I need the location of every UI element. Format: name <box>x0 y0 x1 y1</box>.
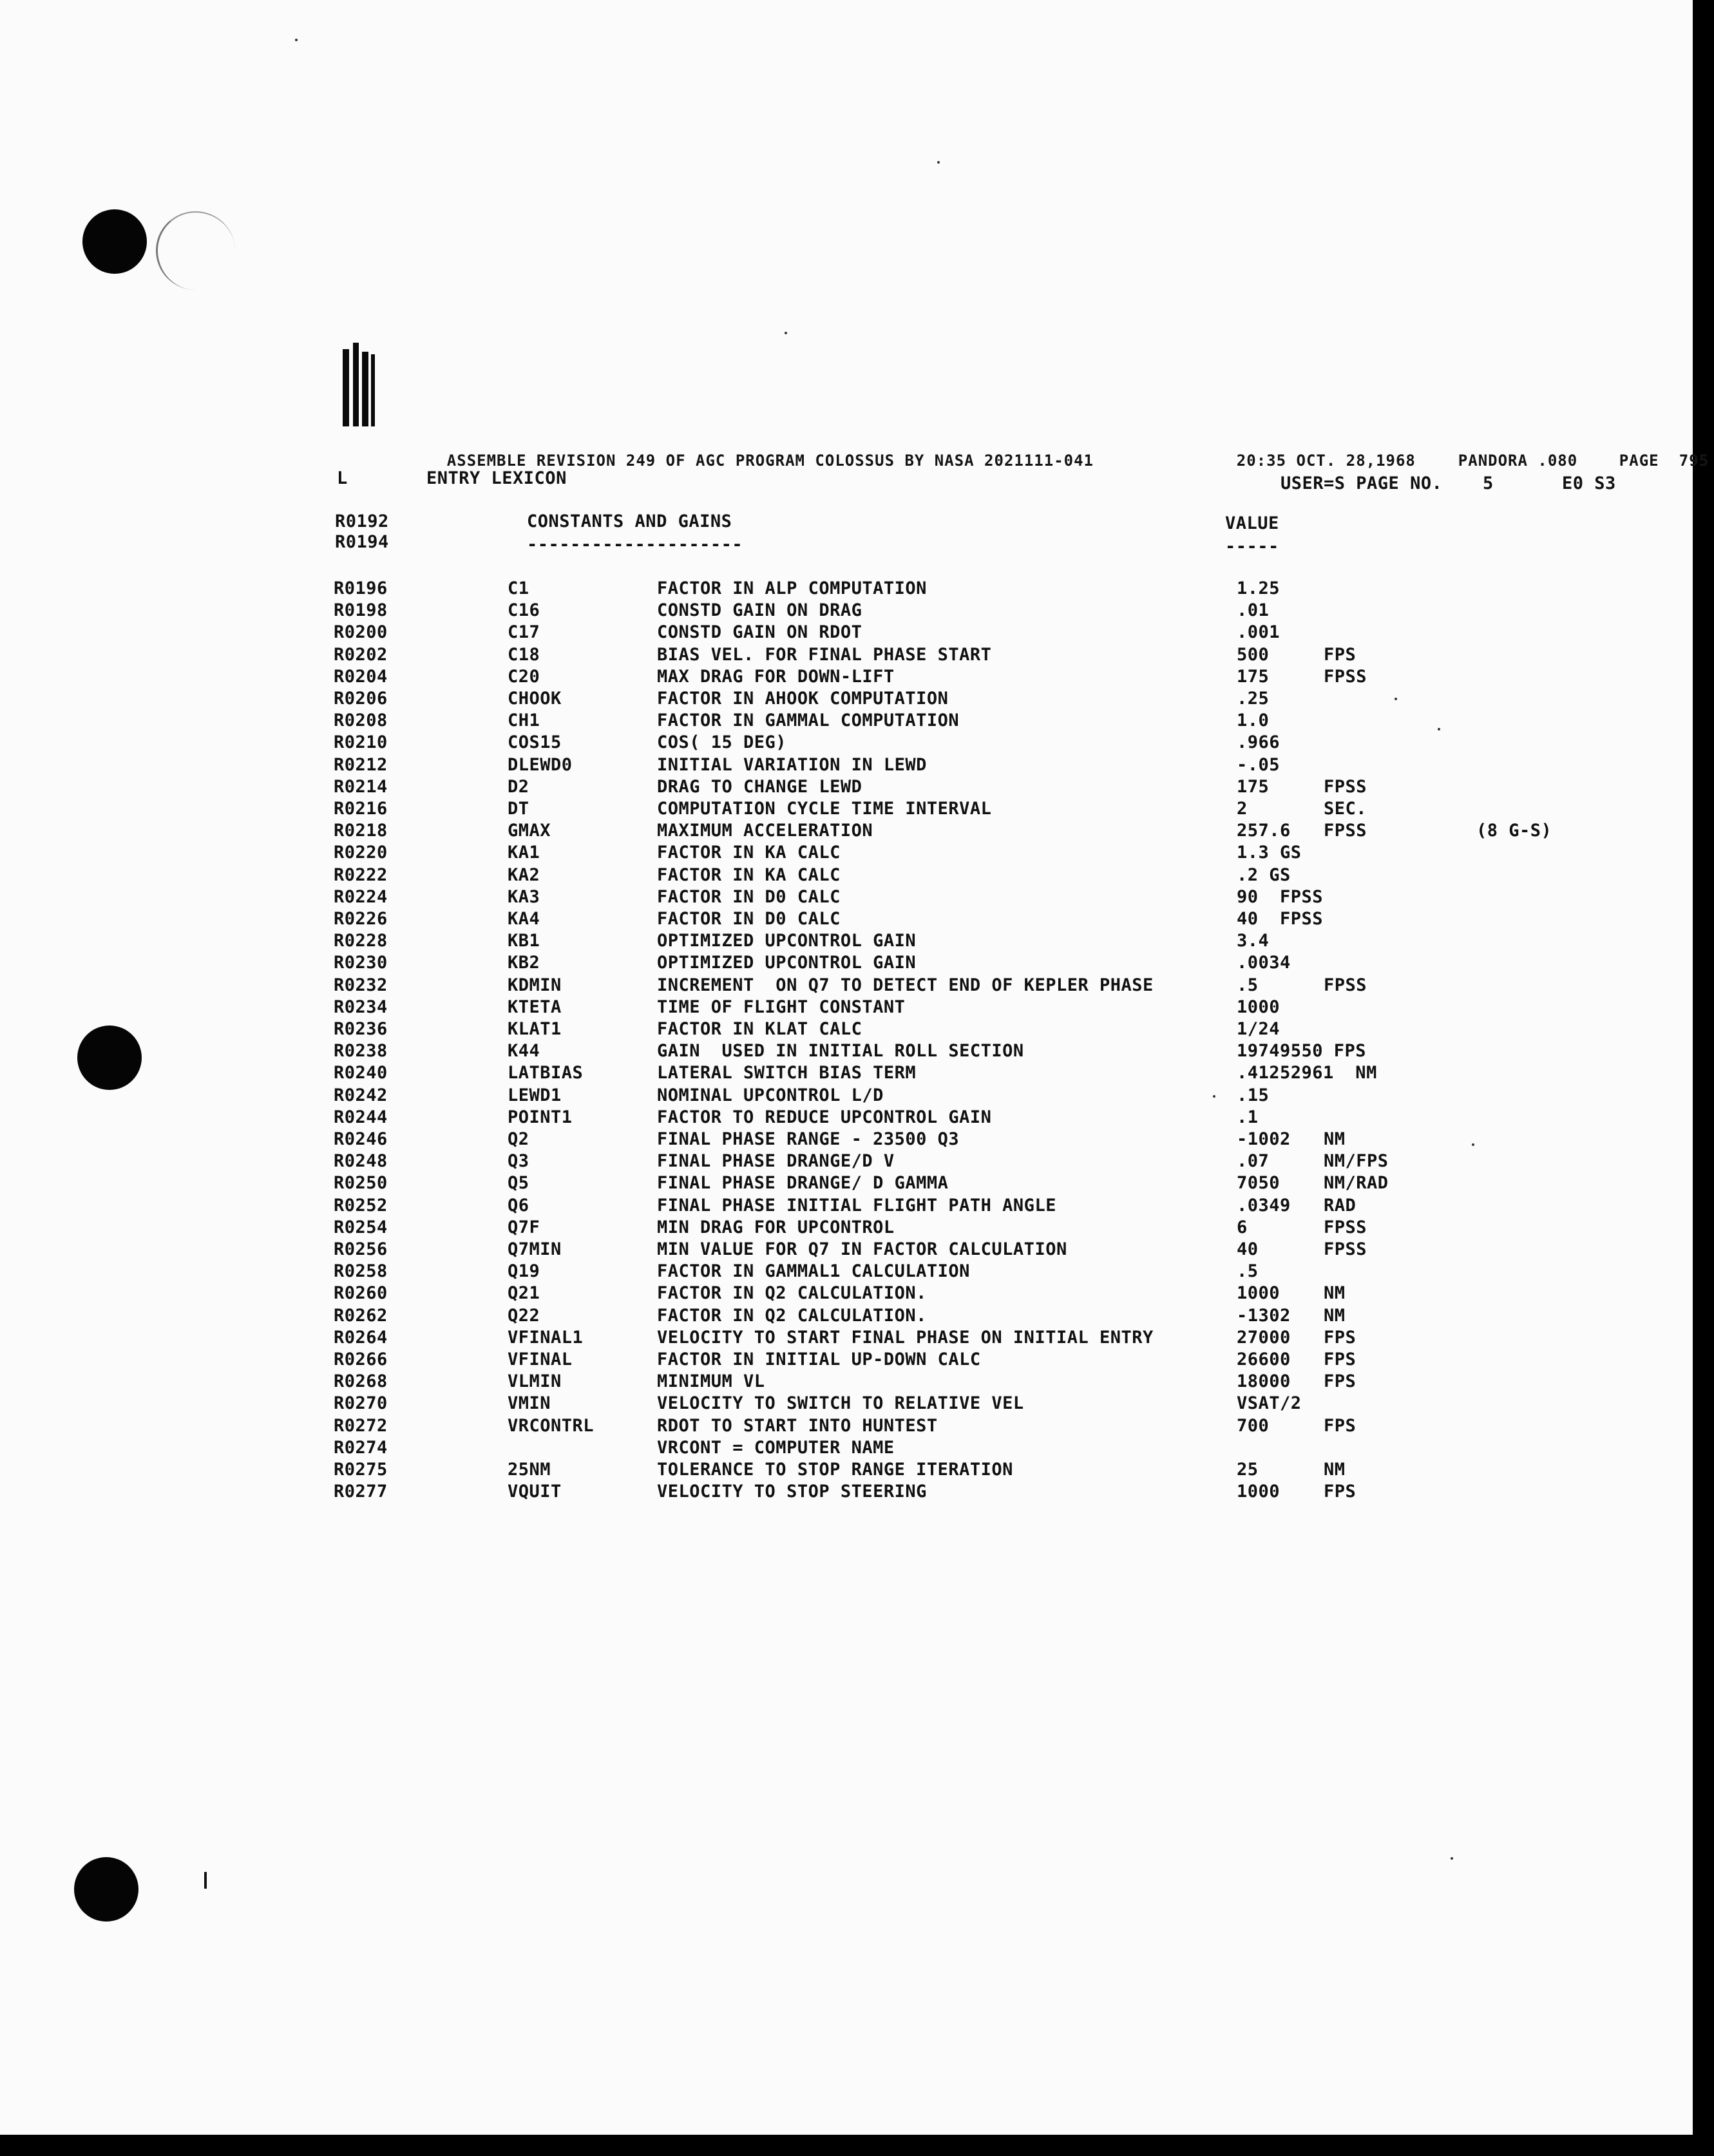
row-value: 1.0 <box>1237 711 1270 730</box>
row-name: VLMIN <box>508 1371 562 1391</box>
row-value: 40 <box>1237 1239 1259 1259</box>
row-name: Q7F <box>508 1217 540 1237</box>
row-unit: FPS <box>1324 1328 1357 1348</box>
row-name: Q5 <box>508 1173 529 1193</box>
row-name: Q7MIN <box>508 1239 562 1259</box>
row-unit: NM <box>1324 1283 1346 1303</box>
row-name: CH1 <box>508 711 540 730</box>
row-name: LATBIAS <box>508 1063 584 1083</box>
row-description: OPTIMIZED UPCONTROL GAIN <box>657 931 917 951</box>
row-unit: FPSS <box>1324 777 1367 797</box>
row-description: MAX DRAG FOR DOWN-LIFT <box>657 667 895 687</box>
row-id: R0266 <box>334 1350 388 1369</box>
punch-hole-bottom <box>74 1857 138 1922</box>
page-number-line <box>1639 430 1709 491</box>
row-name: KA1 <box>508 843 540 863</box>
row-name: KA2 <box>508 865 540 885</box>
row-value: 90 FPSS <box>1237 887 1324 907</box>
row-id: R0206 <box>334 689 388 709</box>
row-id: R0236 <box>334 1019 388 1039</box>
row-value: -1302 <box>1237 1306 1291 1326</box>
speck <box>937 161 940 164</box>
row-unit: FPSS <box>1324 1217 1367 1237</box>
row-description: COS( 15 DEG) <box>657 732 787 752</box>
row-value: .1 <box>1237 1107 1259 1127</box>
row-name: CHOOK <box>508 689 562 709</box>
row-name: KA4 <box>508 909 540 929</box>
row-value: 500 <box>1237 645 1270 665</box>
row-name: Q6 <box>508 1196 529 1216</box>
row-value: 3.4 <box>1237 931 1270 951</box>
row-name: VQUIT <box>508 1482 562 1502</box>
page-number: 795 <box>1679 452 1709 470</box>
row-description: FINAL PHASE INITIAL FLIGHT PATH ANGLE <box>657 1196 1056 1216</box>
row-id: R0198 <box>334 600 388 620</box>
row-id: R0202 <box>334 645 388 665</box>
row-value: .41252961 NM <box>1237 1063 1377 1083</box>
row-name: Q21 <box>508 1283 540 1303</box>
row-description: OPTIMIZED UPCONTROL GAIN <box>657 953 917 973</box>
row-description: TOLERANCE TO STOP RANGE ITERATION <box>657 1460 1013 1480</box>
row-description: CONSTD GAIN ON RDOT <box>657 622 862 642</box>
row-name: KB2 <box>508 953 540 973</box>
punch-hole-middle <box>77 1026 142 1090</box>
row-description: MAXIMUM ACCELERATION <box>657 821 873 841</box>
row-value: 26600 <box>1237 1350 1291 1369</box>
row-name: 25NM <box>508 1460 551 1480</box>
row-unit: FPSS <box>1324 667 1367 687</box>
row-description: FACTOR IN KLAT CALC <box>657 1019 862 1039</box>
row-name: DT <box>508 799 529 819</box>
value-header: VALUE <box>1225 513 1279 533</box>
row-unit: FPSS <box>1324 975 1367 995</box>
row-value: 18000 <box>1237 1371 1291 1391</box>
speck <box>1451 1857 1453 1860</box>
speck <box>785 332 787 334</box>
row-value: -.05 <box>1237 755 1281 775</box>
row-description: VELOCITY TO SWITCH TO RELATIVE VEL <box>657 1393 1024 1413</box>
row-description: TIME OF FLIGHT CONSTANT <box>657 997 906 1017</box>
row-description: VELOCITY TO STOP STEERING <box>657 1482 927 1502</box>
value-rule: ----- <box>1225 537 1279 557</box>
row-value: .2 GS <box>1237 865 1291 885</box>
row-description: VELOCITY TO START FINAL PHASE ON INITIAL ENTRY <box>657 1328 1154 1348</box>
row-unit: SEC. <box>1324 799 1367 819</box>
row-description: FACTOR IN GAMMAL1 CALCULATION <box>657 1261 970 1281</box>
row-unit: NM/FPS <box>1324 1151 1389 1171</box>
row-id: R0268 <box>334 1371 388 1391</box>
edge-mark <box>204 1872 207 1889</box>
row-description: CONSTD GAIN ON DRAG <box>657 600 862 620</box>
row-description: FACTOR IN D0 CALC <box>657 909 841 929</box>
row-id: R0232 <box>334 975 388 995</box>
row-id: R0256 <box>334 1239 388 1259</box>
punch-hole-top <box>82 209 147 274</box>
timestamp: 20:35 OCT. 28,1968 <box>1236 452 1416 470</box>
row-value: 1.3 GS <box>1237 843 1302 863</box>
row-description: FACTOR IN KA CALC <box>657 865 841 885</box>
row-description: FACTOR IN Q2 CALCULATION. <box>657 1306 927 1326</box>
row-id: R0252 <box>334 1196 388 1216</box>
row-id: R0272 <box>334 1416 388 1436</box>
row-unit: FPS <box>1324 645 1357 665</box>
row-description: VRCONT = COMPUTER NAME <box>657 1438 895 1458</box>
row-name: D2 <box>508 777 529 797</box>
row-id: R0262 <box>334 1306 388 1326</box>
row-description: FACTOR IN AHOOK COMPUTATION <box>657 689 949 709</box>
row-value: .0349 <box>1237 1196 1291 1216</box>
row-id: R0200 <box>334 622 388 642</box>
row-value: .5 <box>1237 975 1259 995</box>
row-id: R0270 <box>334 1393 388 1413</box>
row-name: POINT1 <box>508 1107 573 1127</box>
row-id: R0242 <box>334 1085 388 1105</box>
row-value: 1000 <box>1237 997 1281 1017</box>
row-name: C18 <box>508 645 540 665</box>
row-description: BIAS VEL. FOR FINAL PHASE START <box>657 645 992 665</box>
row-id: R0218 <box>334 821 388 841</box>
row-name: C16 <box>508 600 540 620</box>
row-value: 1000 <box>1237 1283 1281 1303</box>
speck <box>1438 728 1440 730</box>
title-rule: -------------------- <box>527 535 743 555</box>
section-code: E0 S3 <box>1562 473 1616 493</box>
row-name: VMIN <box>508 1393 551 1413</box>
row-id: R0212 <box>334 755 388 775</box>
row-id: R0222 <box>334 865 388 885</box>
row-id: R0246 <box>334 1129 388 1149</box>
row-name: C20 <box>508 667 540 687</box>
row-value: 175 <box>1237 667 1270 687</box>
row-id: R0226 <box>334 909 388 929</box>
row-name: KTETA <box>508 997 562 1017</box>
row-value: 700 <box>1237 1416 1270 1436</box>
row-value: 25 <box>1237 1460 1259 1480</box>
row-id: R0224 <box>334 887 388 907</box>
row-name: C1 <box>508 578 529 598</box>
row-description: RDOT TO START INTO HUNTEST <box>657 1416 938 1436</box>
row-unit: NM <box>1324 1460 1346 1480</box>
row-id: R0248 <box>334 1151 388 1171</box>
second-id: R0194 <box>335 532 389 552</box>
row-name: GMAX <box>508 821 551 841</box>
row-value: 175 <box>1237 777 1270 797</box>
row-id: R0274 <box>334 1438 388 1458</box>
row-unit: FPS <box>1324 1416 1357 1436</box>
row-id: R0260 <box>334 1283 388 1303</box>
row-description: GAIN USED IN INITIAL ROLL SECTION <box>657 1041 1024 1061</box>
row-id: R0275 <box>334 1460 388 1480</box>
row-id: R0244 <box>334 1107 388 1127</box>
row-description: FINAL PHASE DRANGE/ D GAMMA <box>657 1173 949 1193</box>
row-value: 7050 <box>1237 1173 1281 1193</box>
row-name: K44 <box>508 1041 540 1061</box>
row-value: .25 <box>1237 689 1270 709</box>
punch-hole-edge-top <box>156 211 235 290</box>
row-name: LEWD1 <box>508 1085 562 1105</box>
speck <box>1395 698 1397 700</box>
row-description: FACTOR TO REDUCE UPCONTROL GAIN <box>657 1107 992 1127</box>
row-name: C17 <box>508 622 540 642</box>
extra: PANDORA .080 <box>1458 452 1578 470</box>
user-page-number: 5 <box>1483 473 1494 493</box>
row-value: 1/24 <box>1237 1019 1281 1039</box>
row-value: 1000 <box>1237 1482 1281 1502</box>
row-value: 27000 <box>1237 1328 1291 1348</box>
row-unit: FPSS <box>1324 821 1367 841</box>
row-id: R0214 <box>334 777 388 797</box>
row-description: MIN DRAG FOR UPCONTROL <box>657 1217 895 1237</box>
row-value: .966 <box>1237 732 1281 752</box>
row-value: .0034 <box>1237 953 1291 973</box>
row-description: FACTOR IN ALP COMPUTATION <box>657 578 927 598</box>
row-unit: NM <box>1324 1306 1346 1326</box>
row-description: FACTOR IN GAMMAL COMPUTATION <box>657 711 960 730</box>
row-note: (8 G-S) <box>1476 821 1552 841</box>
row-description: LATERAL SWITCH BIAS TERM <box>657 1063 917 1083</box>
row-id: R0208 <box>334 711 388 730</box>
row-value: 1.25 <box>1237 578 1281 598</box>
speck <box>295 39 298 41</box>
row-description: FACTOR IN Q2 CALCULATION. <box>657 1283 927 1303</box>
page-label: PAGE <box>1619 452 1659 470</box>
row-unit: NM/RAD <box>1324 1173 1389 1193</box>
row-value: 6 <box>1237 1217 1248 1237</box>
row-value: .001 <box>1237 622 1281 642</box>
row-description: MIN VALUE FOR Q7 IN FACTOR CALCULATION <box>657 1239 1067 1259</box>
row-id: R0204 <box>334 667 388 687</box>
section-title: ENTRY LEXICON <box>426 468 567 488</box>
row-name: KA3 <box>508 887 540 907</box>
row-value: 2 <box>1237 799 1248 819</box>
row-id: R0258 <box>334 1261 388 1281</box>
row-name: VFINAL1 <box>508 1328 584 1348</box>
row-name: KB1 <box>508 931 540 951</box>
speck <box>1213 1095 1215 1098</box>
row-value: -1002 <box>1237 1129 1291 1149</box>
row-value: .07 <box>1237 1151 1270 1171</box>
row-name: COS15 <box>508 732 562 752</box>
row-description: INITIAL VARIATION IN LEWD <box>657 755 927 775</box>
row-unit: RAD <box>1324 1196 1357 1216</box>
speck <box>1472 1143 1474 1146</box>
row-unit: FPSS <box>1324 1239 1367 1259</box>
row-id: R0228 <box>334 931 388 951</box>
row-value: .01 <box>1237 600 1270 620</box>
row-id: R0254 <box>334 1217 388 1237</box>
row-description: MINIMUM VL <box>657 1371 765 1391</box>
row-id: R0250 <box>334 1173 388 1193</box>
row-description: FACTOR IN D0 CALC <box>657 887 841 907</box>
row-id: R0264 <box>334 1328 388 1348</box>
user-page-label: USER=S PAGE NO. <box>1281 473 1443 493</box>
row-name: Q19 <box>508 1261 540 1281</box>
row-value: VSAT/2 <box>1237 1393 1302 1413</box>
row-id: R0277 <box>334 1482 388 1502</box>
row-description: COMPUTATION CYCLE TIME INTERVAL <box>657 799 992 819</box>
row-description: FINAL PHASE RANGE - 23500 Q3 <box>657 1129 960 1149</box>
section-letter: L <box>337 468 348 488</box>
row-description: FINAL PHASE DRANGE/D V <box>657 1151 895 1171</box>
row-description: NOMINAL UPCONTROL L/D <box>657 1085 884 1105</box>
row-name: KLAT1 <box>508 1019 562 1039</box>
row-value: 40 FPSS <box>1237 909 1324 929</box>
row-name: KDMIN <box>508 975 562 995</box>
row-id: R0230 <box>334 953 388 973</box>
row-description: DRAG TO CHANGE LEWD <box>657 777 862 797</box>
row-name: VRCONTRL <box>508 1416 595 1436</box>
row-name: Q2 <box>508 1129 529 1149</box>
row-value: .15 <box>1237 1085 1270 1105</box>
row-id: R0234 <box>334 997 388 1017</box>
row-id: R0220 <box>334 843 388 863</box>
row-value: .5 <box>1237 1261 1259 1281</box>
row-id: R0216 <box>334 799 388 819</box>
first-id: R0192 <box>335 511 389 531</box>
barcode-mark <box>343 343 381 426</box>
row-name: DLEWD0 <box>508 755 573 775</box>
row-description: FACTOR IN KA CALC <box>657 843 841 863</box>
row-unit: FPS <box>1324 1371 1357 1391</box>
row-unit: FPS <box>1324 1350 1357 1369</box>
row-name: Q22 <box>508 1306 540 1326</box>
row-name: VFINAL <box>508 1350 573 1369</box>
row-id: R0196 <box>334 578 388 598</box>
table-title: CONSTANTS AND GAINS <box>527 511 732 531</box>
row-id: R0238 <box>334 1041 388 1061</box>
row-value: 257.6 <box>1237 821 1291 841</box>
row-unit: FPS <box>1324 1482 1357 1502</box>
row-id: R0210 <box>334 732 388 752</box>
row-description: INCREMENT ON Q7 TO DETECT END OF KEPLER PHASE <box>657 975 1154 995</box>
row-unit: NM <box>1324 1129 1346 1149</box>
row-description: FACTOR IN INITIAL UP-DOWN CALC <box>657 1350 981 1369</box>
row-value: 19749550 FPS <box>1237 1041 1367 1061</box>
program-line: ASSEMBLE REVISION 249 OF AGC PROGRAM COLOSSUS BY NASA 2021111-041 <box>446 452 1094 470</box>
row-name: Q3 <box>508 1151 529 1171</box>
row-id: R0240 <box>334 1063 388 1083</box>
